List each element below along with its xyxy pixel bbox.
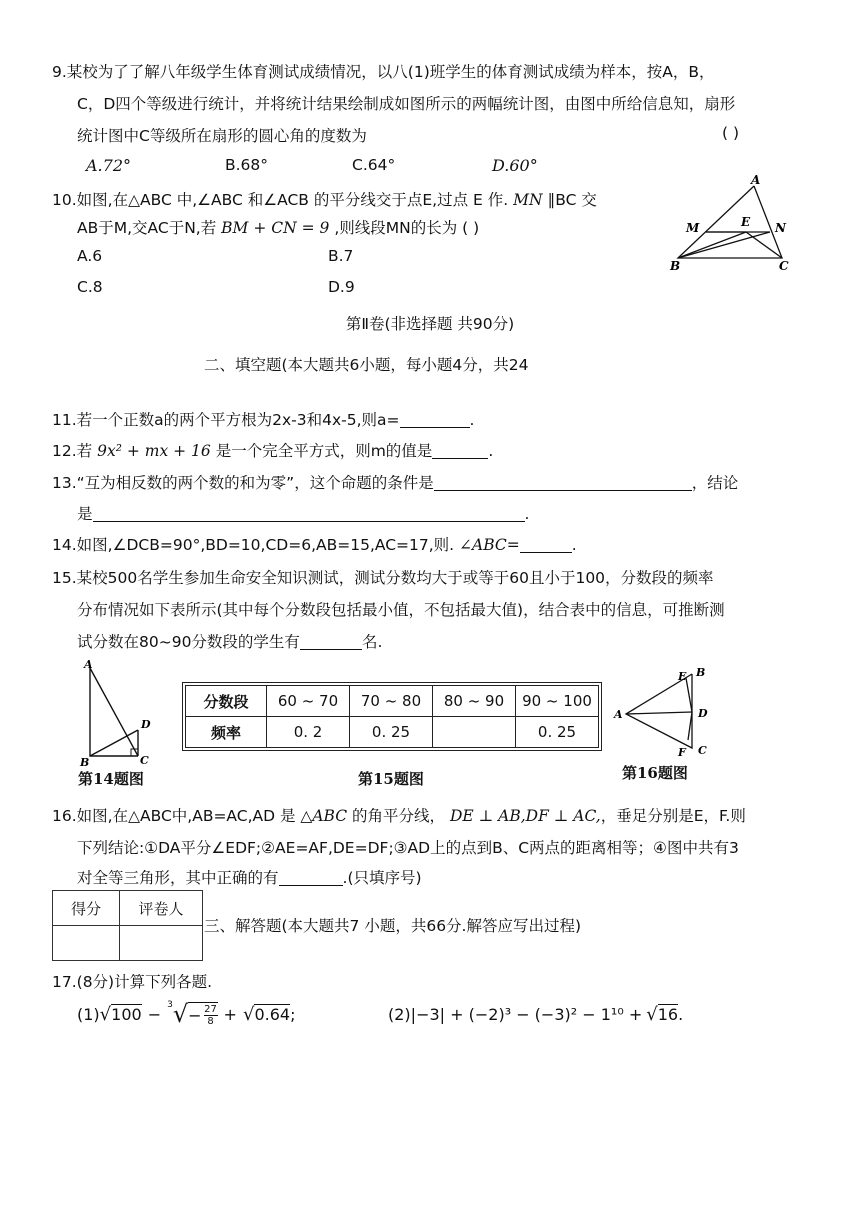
q16-line1 xyxy=(52,804,746,826)
q11-text: 11.若一个正数a的两个平方根为2x-3和4x-5,则a= xyxy=(52,411,400,429)
q9-option-d: D.60° xyxy=(492,156,538,175)
q14-end: . xyxy=(571,536,577,554)
section3-title: 三、解答题(本大题共7 小题，共66分.解答应写出过程) xyxy=(204,917,582,935)
table-cell-blank xyxy=(433,717,516,748)
q10-option-d: D.9 xyxy=(328,278,355,296)
q14-text: 14.如图,∠DCB=90°,BD=10,CD=6,AB=15,AC=17,则. xyxy=(52,536,455,554)
section2-title: 二、填空题(本大题共6小题，每小题4分，共24 xyxy=(204,356,529,374)
q10-line1-end: ∥BC 交 xyxy=(547,191,597,209)
sqrt-16 xyxy=(646,1004,678,1025)
q13-is: 是 xyxy=(77,505,93,523)
q14-figure-caption: 第14题图 xyxy=(78,770,144,788)
q16-figure xyxy=(608,662,718,762)
q17-part2-end: . xyxy=(678,1004,684,1024)
q16-label-f: F xyxy=(678,746,686,759)
q16-text-3: ，垂足分别是E，F.则 xyxy=(600,807,746,825)
q16-label-c: C xyxy=(698,744,707,757)
q13-end: . xyxy=(524,505,530,523)
q9-option-a: A.72° xyxy=(86,156,131,175)
q10-label-b: B xyxy=(670,259,681,272)
q16-label-d: D xyxy=(698,707,708,720)
q14-label-a: A xyxy=(84,658,93,671)
q10-label-e: E xyxy=(741,215,751,229)
radical-sign-icon: √ xyxy=(242,1003,255,1025)
q16-label-a: A xyxy=(614,708,623,721)
q10-triangle-figure xyxy=(662,172,802,272)
cube-root-index: 3 xyxy=(167,1000,173,1010)
q16-label-e: E xyxy=(678,670,687,683)
q13-text: 13.“互为相反数的两个数的和为零”，这个命题的条件是 xyxy=(52,474,434,492)
q10-line1 xyxy=(52,188,597,210)
q16-text-2: 的角平分线， xyxy=(352,807,446,825)
score-box xyxy=(52,890,203,961)
table-header-cell: 90 ~ 100 xyxy=(516,686,599,717)
sqrt-100-radicand: 100 xyxy=(111,1005,142,1024)
q16-line2: 下列结论:①DA平分∠EDF;②AE=AF,DE=DF;③AD上的点到B、C两点的距离相等；④图中共有3 xyxy=(77,839,739,857)
q17-title: 17.(8分)计算下列各题. xyxy=(52,973,213,991)
q16-perpendicular-expr: DE ⊥ AB,DF ⊥ AC, xyxy=(449,807,601,825)
table-header-cell: 80 ~ 90 xyxy=(433,686,516,717)
radical-sign-icon: √ xyxy=(99,1003,112,1025)
q16-segment-ad xyxy=(626,712,692,714)
q9-answer-paren: ( ) xyxy=(722,124,740,142)
q17-part2 xyxy=(388,998,683,1030)
q16-figure-caption: 第16题图 xyxy=(622,764,688,782)
q14-label-c: C xyxy=(140,754,149,767)
q16-text: 16.如图,在△ABC中,AB=AC,AD 是 xyxy=(52,807,296,825)
q17-part2-label: (2) xyxy=(388,1004,411,1024)
q15-answer-blank[interactable] xyxy=(300,634,362,650)
q9-option-b: B.68° xyxy=(225,156,269,174)
q14-answer-blank[interactable] xyxy=(520,537,572,553)
q13-condition-blank[interactable] xyxy=(434,475,692,491)
minus-sign: − xyxy=(147,1004,162,1024)
table-cell: 频率 xyxy=(186,717,267,748)
q10-line2 xyxy=(77,216,479,238)
q10-bisector-be xyxy=(678,232,746,258)
q10-line2-text: AB于M,交AC于N,若 xyxy=(77,219,217,237)
q15-line3 xyxy=(77,630,382,652)
q16-triangle-symbol: △ABC xyxy=(300,807,348,825)
table-header-cell: 70 ~ 80 xyxy=(350,686,433,717)
q17-part1 xyxy=(77,998,295,1030)
q12-end: . xyxy=(488,442,494,460)
q16-line3-text: 对全等三角形，其中正确的有 xyxy=(77,869,279,887)
q14-label-b: B xyxy=(80,756,90,768)
q12 xyxy=(52,439,493,461)
q10-line1-text: 10.如图,在△ABC 中,∠ABC 和∠ACB 的平分线交于点E,过点 E 作. xyxy=(52,191,509,209)
q17-part1-label: (1) xyxy=(77,1004,100,1024)
q10-label-c: C xyxy=(779,259,789,272)
sqrt-100 xyxy=(100,1004,142,1025)
q11 xyxy=(52,408,474,430)
frequency-table xyxy=(185,685,599,748)
q16-line3-end: .(只填序号) xyxy=(342,869,422,887)
fraction-denominator: 8 xyxy=(204,1015,218,1027)
q17-part1-end: ; xyxy=(290,1004,296,1024)
q12-answer-blank[interactable] xyxy=(432,443,488,459)
q12-expression: 9x² + mx + 16 xyxy=(97,442,211,460)
plus-sign: + xyxy=(223,1004,237,1024)
sqrt-064-radicand: 0.64 xyxy=(254,1005,291,1024)
q9-line2: C，D四个等级进行统计，并将统计结果绘制成如图所示的两幅统计图，由图中所给信息知，扇形 xyxy=(77,95,736,113)
table-cell: 0. 25 xyxy=(350,717,433,748)
q14-label-d: D xyxy=(141,718,151,731)
frequency-table-frame xyxy=(182,682,602,751)
q10-label-a: A xyxy=(751,173,761,187)
q14-figure xyxy=(76,658,156,768)
score-box-label-score: 得分 xyxy=(53,891,120,926)
q16-triangle-abc xyxy=(626,674,692,748)
q10-option-a: A.6 xyxy=(77,247,103,265)
q10-line2-end: ,则线段MN的长为 ( ) xyxy=(334,219,480,237)
score-box-score-cell[interactable] xyxy=(53,926,120,961)
q9-option-c: C.64° xyxy=(352,156,396,174)
cube-root: $^3$ √ − $\frac{27}{8}$ xyxy=(167,1000,217,1028)
q14 xyxy=(52,533,577,555)
q15-line2: 分布情况如下表所示(其中每个分数段包括最小值，不包括最大值)，结合表中的信息，可推断测 xyxy=(77,601,725,619)
q16-segment-de xyxy=(686,678,692,712)
sqrt-064 xyxy=(243,1004,290,1025)
table-row xyxy=(186,717,599,748)
q11-answer-blank[interactable] xyxy=(400,412,470,428)
q12-pre: 12.若 xyxy=(52,442,93,460)
table-header-cell: 分数段 xyxy=(186,686,267,717)
part2-title: 第Ⅱ卷(非选择题 共90分) xyxy=(345,315,515,333)
radical-sign-icon: √ xyxy=(646,1003,658,1025)
q10-label-m: M xyxy=(686,221,700,235)
q16-line3 xyxy=(77,866,422,888)
score-box-label-grader: 评卷人 xyxy=(120,891,203,926)
radical-sign-icon: √ xyxy=(172,1000,189,1028)
table-header-cell: 60 ~ 70 xyxy=(267,686,350,717)
fraction-numerator: 27 xyxy=(204,1003,217,1015)
q15-line3-text: 试分数在80~90分数段的学生有 xyxy=(77,633,300,651)
table-row-header xyxy=(186,686,599,717)
q10-equation: BM + CN = 9 xyxy=(221,219,330,237)
q10-label-n: N xyxy=(775,221,786,235)
q15-line1: 15.某校500名学生参加生命安全知识测试，测试分数均大于或等于60且小于100，分数段的频率 xyxy=(52,569,714,587)
q16-answer-blank[interactable] xyxy=(279,870,343,886)
q17-part2-expression: |−3| + (−2)³ − (−3)² − 1¹⁰ + xyxy=(410,1004,643,1024)
q11-end: . xyxy=(469,411,475,429)
table-cell: 0. 2 xyxy=(267,717,350,748)
q15-end: 名. xyxy=(361,633,383,651)
q15-figure-caption: 第15题图 xyxy=(358,770,424,788)
q14-angle-abc: ∠ABC= xyxy=(459,536,520,554)
q12-post: 是一个完全平方式，则m的值是 xyxy=(215,442,433,460)
q16-label-b: B xyxy=(696,666,706,679)
q10-option-c: C.8 xyxy=(77,278,103,296)
sqrt-16-radicand: 16 xyxy=(657,1005,679,1024)
q9-line1: 9.某校为了了解八年级学生体育测试成绩情况，以八(1)班学生的体育测试成绩为样本，按A，B， xyxy=(52,63,715,81)
score-box-grader-cell[interactable] xyxy=(120,926,203,961)
q13-conclusion-label: ，结论 xyxy=(691,474,739,492)
q13-conclusion-blank[interactable] xyxy=(93,506,525,522)
table-cell: 0. 25 xyxy=(516,717,599,748)
q10-mn-symbol: MN xyxy=(513,191,543,209)
q13-line2 xyxy=(77,502,529,524)
q10-option-b: B.7 xyxy=(328,247,354,265)
q9-line3: 统计图中C等级所在扇形的圆心角的度数为 xyxy=(77,127,367,145)
q13-line1 xyxy=(52,471,738,493)
